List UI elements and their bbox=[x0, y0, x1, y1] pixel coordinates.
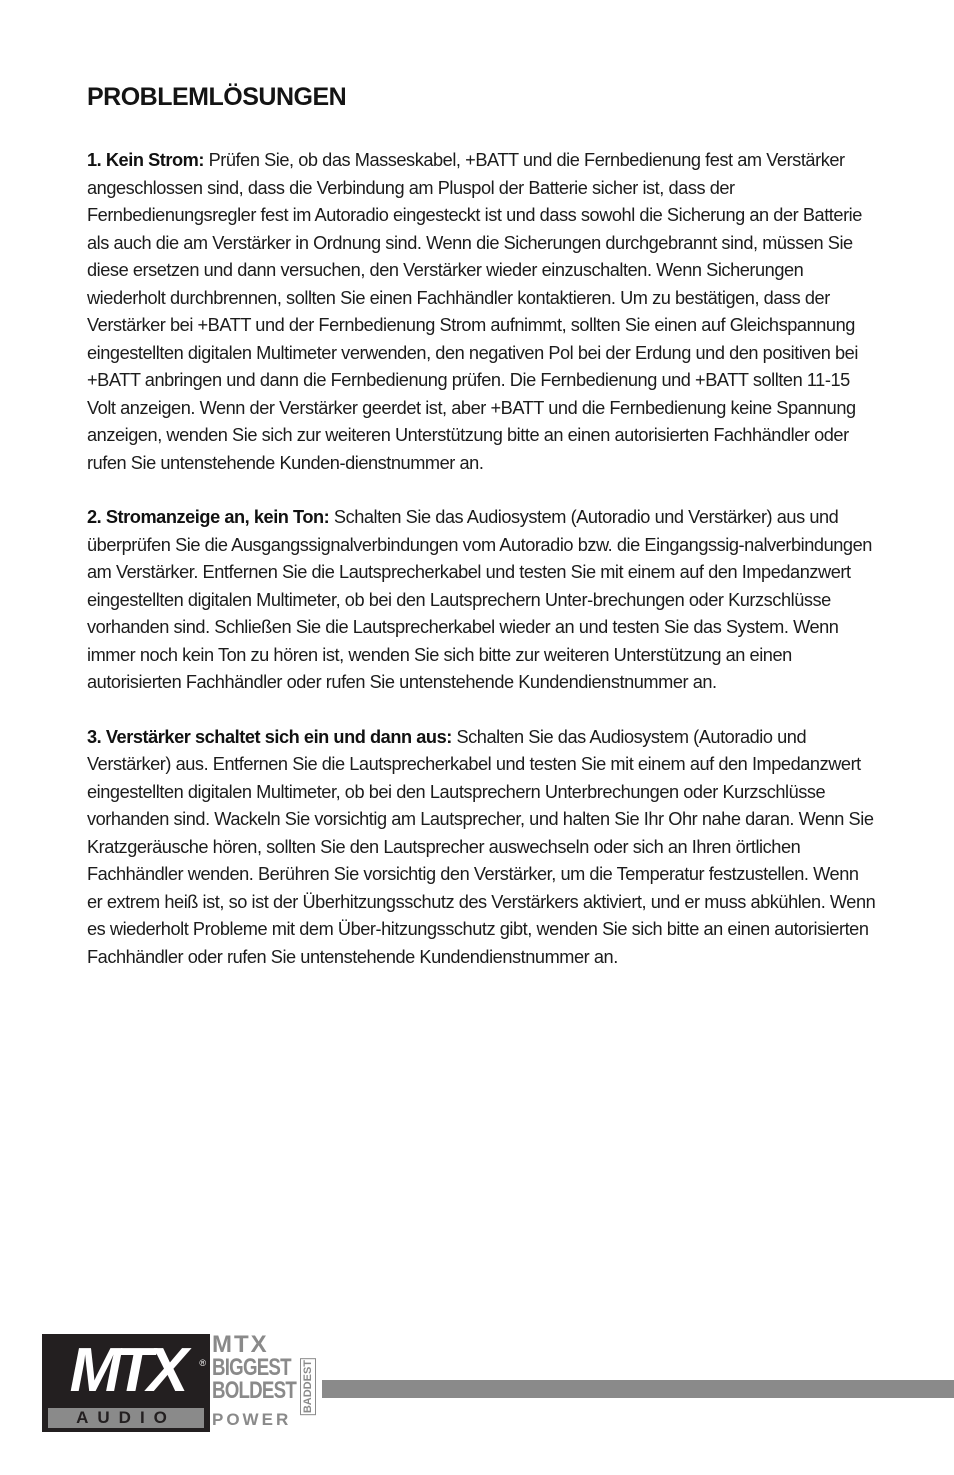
page-title: PROBLEMLÖSUNGEN bbox=[87, 83, 347, 111]
registered-mark: ® bbox=[199, 1358, 206, 1368]
section-body: Schalten Sie das Audiosystem (Autoradio und Verstärker) aus. Entfernen Sie die Lautsprecherkabel und testen Sie mit einem auf den Impedanzwert eingestellten digitalen Multimeter, ob bei den Lautsprechern Unterbrechungen oder Kurzschlüsse vorhanden sind. Wackeln Sie vorsichtig am Lautsprecher, und halten Sie Ihr Ohr nahe daran. Wenn Sie Kratzgeräusche hören, sollten Sie den Lautsprecher auswechseln oder sich an Ihren örtlichen Fachhändler wenden. Berühren Sie vorsichtig den Verstärker, um die Temperatur festzustellen. Wenn er extrem heiß ist, so ist der Überhitzungsschutz des Verstärkers aktiviert, und er muss abkühlen. Wenn es wiederholt Probleme mit dem Über-hitzungsschutz gibt, wenden Sie sich bitte an einen autorisierten Fachhändler oder rufen Sie untenstehende Kundendienstnummer an. bbox=[87, 726, 876, 967]
mtx-audio-logo bbox=[42, 1334, 210, 1432]
section-no-power bbox=[87, 147, 877, 477]
tagline-biggest: BIGGEST bbox=[212, 1354, 291, 1381]
section-heading: 2. Stromanzeige an, kein Ton: bbox=[87, 507, 330, 527]
section-body: Schalten Sie das Audiosystem (Autoradio und Verstärker) aus und überprüfen Sie die Ausgangssignalverbindungen vom Autoradio bzw. die Eingangssig-nalverbindungen am Verstärker. Entfernen Sie die Lautsprecherkabel und testen Sie mit einem auf den Impedanzwert eingestellten digitalen Multimeter, ob bei den Lautsprechern Unter-brechungen oder Kurzschlüsse vorhanden sind. Schließen Sie die Lautsprecherkabel wieder an und testen Sie das System. Wenn immer noch kein Ton zu hören ist, wenden Sie sich bitte zur weiteren Unterstützung an einen autorisierten Fachhändler oder rufen Sie untenstehende Kundendienstnummer an. bbox=[87, 507, 872, 692]
brand-tagline bbox=[212, 1331, 318, 1432]
troubleshooting-content bbox=[87, 147, 877, 998]
tagline-boldest: BOLDEST bbox=[212, 1377, 296, 1404]
logo-subtitle: AUDIO bbox=[48, 1408, 204, 1428]
logo-wordmark: MTX bbox=[69, 1336, 183, 1405]
section-body: Prüfen Sie, ob das Masseskabel, +BATT und die Fernbedienung fest am Verstärker angeschlossen sind, dass die Verbindung am Pluspol der Batterie sicher ist, dass der Fernbedienungsregler fest im Autoradio eingesteckt ist und dass sowohl die Sicherung an der Batterie als auch die am Verstärker in Ordnung sind. Wenn die Sicherungen durchgebrannt sind, müssen Sie diese ersetzen und dann versuchen, den Verstärker wieder einzuschalten. Wenn Sicherungen wiederholt durchbrennen, sollten Sie einen Fachhändler kontaktieren. Um zu bestätigen, dass der Verstärker bei +BATT und der Fernbedienung Strom aufnimmt, sollten Sie einen auf Gleichspannung eingestellten digitalen Multimeter verwenden, den negativen Pol bei der Erdung und den positiven bei +BATT anbringen und dann die Fernbedienung prüfen. Die Fernbedienung und +BATT sollten 11-15 Volt anzeigen. Wenn der Verstärker geerdet ist, aber +BATT und die Fernbedienung keine Spannung anzeigen, wenden Sie sich zur weiteren Unterstützung bitte an einen autorisierten Fachhändler oder rufen Sie untenstehende Kunden-dienstnummer an. bbox=[87, 150, 862, 473]
section-heading: 3. Verstärker schaltet sich ein und dann aus: bbox=[87, 726, 452, 747]
tagline-baddest: BADDEST bbox=[302, 1360, 314, 1414]
section-amp-cycles bbox=[87, 724, 877, 972]
tagline-mtx: MTX bbox=[212, 1331, 269, 1358]
section-power-no-sound bbox=[87, 504, 877, 697]
footer bbox=[42, 1331, 954, 1432]
footer-rule bbox=[322, 1380, 954, 1398]
section-heading: 1. Kein Strom: bbox=[87, 150, 204, 170]
tagline-power: POWER bbox=[212, 1410, 292, 1429]
